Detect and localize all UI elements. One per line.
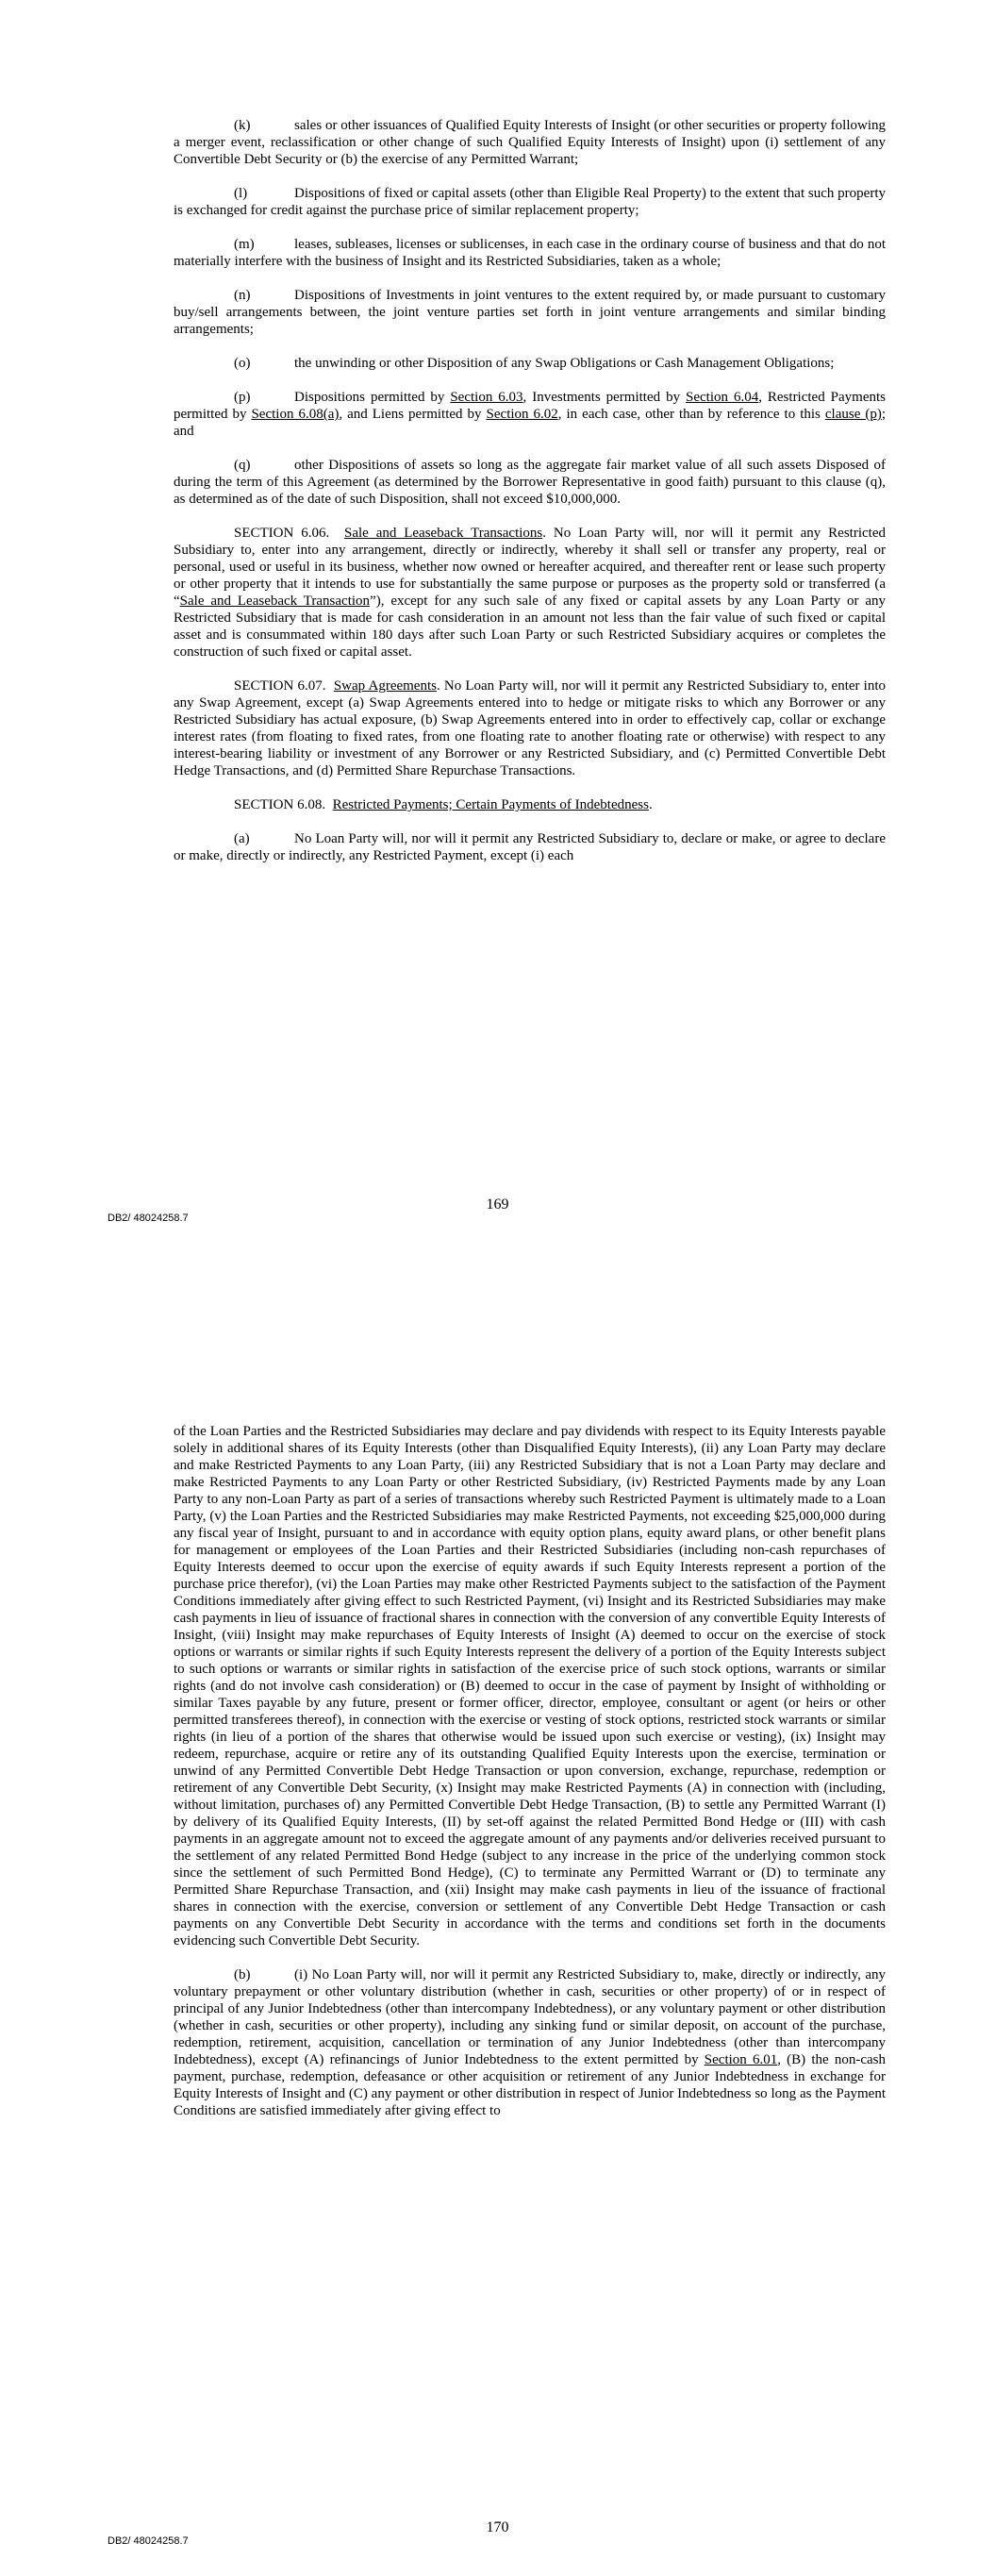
page-body — [174, 117, 886, 881]
page-169 — [0, 0, 995, 1236]
page-body — [174, 1423, 886, 2136]
clause-label: (b) — [234, 1967, 251, 1982]
section-heading: Sale and Leaseback Transactions — [343, 526, 543, 541]
clause-label: (m) — [234, 237, 255, 252]
clause-m — [174, 236, 886, 270]
clause-label: (l) — [234, 186, 248, 201]
defined-term: Sale and Leaseback Transaction — [179, 594, 371, 609]
section-text: . — [648, 797, 653, 812]
clause-n — [174, 287, 886, 338]
clause-6-08-a — [174, 830, 886, 864]
clause-text: other Dispositions of assets so long as the aggregate fair market value of all such assets Disposed of during the term of this Agreement (as determined by the Borrower Representative in good faith) pursuant to this clause (q), as determined as of the date of such Disposition, shall not exceed $10,000,000. — [174, 458, 886, 507]
clause-text: No Loan Party will, nor will it permit any Restricted Subsidiary to, declare or make, or agree to declare or make, directly or indirectly, any Restricted Payment, except (i) each — [174, 831, 886, 863]
clause-o — [174, 355, 886, 372]
clause-q — [174, 457, 886, 508]
document-id: DB2/ 48024258.7 — [108, 2535, 189, 2547]
section-text: . No Loan Party will, nor will it permit any Restricted Subsidiary to, enter into any arrangement, directly or indirectly, whereby it shall sell or transfer any property, real or personal, used or useful in its business, whether now owned or hereafter acquired, and thereafter rent or lease such property or other property that it intends to use for substantially the same purpose or purposes as the property sold or transferred (a “ — [174, 526, 886, 609]
section-6-08 — [174, 796, 886, 813]
section-number: SECTION 6.06. — [234, 526, 330, 541]
clause-l — [174, 185, 886, 219]
clause-reference: clause (p) — [824, 407, 882, 422]
section-reference: Section 6.01 — [704, 2052, 778, 2067]
page-number: 170 — [486, 2519, 509, 2535]
clause-text: , in each case, other than by reference to this — [557, 407, 825, 422]
section-heading: Swap Agreements — [333, 678, 437, 694]
clause-text: ; and — [174, 407, 887, 439]
clause-text: Dispositions permitted by — [294, 390, 451, 405]
page-170 — [0, 1415, 995, 2576]
section-reference: Section 6.08(a) — [251, 407, 340, 422]
clause-text: , Restricted Payments permitted by — [174, 390, 886, 422]
clause-label: (a) — [234, 831, 250, 846]
section-number: SECTION 6.08. — [234, 797, 326, 812]
clause-text: the unwinding or other Disposition of any Swap Obligations or Cash Management Obligations; — [294, 356, 835, 371]
clause-label: (o) — [234, 356, 251, 371]
clause-p — [174, 389, 886, 440]
clause-k — [174, 117, 886, 168]
clause-text: Dispositions of fixed or capital assets (other than Eligible Real Property) to the extent that such property is exchanged for credit against the purchase price of similar replacement property; — [174, 186, 886, 218]
clause-text: Dispositions of Investments in joint ventures to the extent required by, or made pursuant to customary buy/sell arrangements between, the joint venture parties set forth in joint venture arrangements and similar binding arrangements; — [174, 288, 886, 337]
section-reference: Section 6.04 — [686, 390, 759, 405]
clause-text: of the Loan Parties and the Restricted Subsidiaries may declare and pay dividends with respect to its Equity Interests payable solely in additional shares of its Equity Interests (other than Disqualified Equity Interests), (ii) any Loan Party may declare and make Restricted Payments to any Loan Party, (iii) any Restricted Subsidiary that is not a Loan Party may declare and make Restricted Payments to any Loan Party or other Restricted Subsidiary, (iv) Restricted Payments made by any Loan Party to any non-Loan Party as part of a series of transactions whereby such Restricted Payment is ultimately made to a Loan Party, (v) the Loan Parties and the Restricted Subsidiaries may make Restricted Payments, not exceeding $25,000,000 during any fiscal year of Insight, pursuant to and in accordance with equity option plans, equity award plans, or other benefit plans for management or employees of the Loan Parties and their Restricted Subsidiaries (including non-cash repurchases of Equity Interests deemed to occur upon the exercise of equity awards if such Equity Interests represent a portion of the purchase price therefor), (vi) the Loan Parties may make other Restricted Payments subject to the satisfaction of the Payment Conditions immediately after giving effect to such Restricted Payment, (vi) Insight and its Restricted Subsidiaries may make cash payments in lieu of issuance of fractional shares in connection with the conversion of any convertible Equity Interests of Insight, (viii) Insight may make repurchases of Equity Interests of Insight (A) deemed to occur on the exercise of stock options or warrants or similar rights if such Equity Interests represent the delivery of a portion of the Equity Interests subject to such options or warrants or similar rights in satisfaction of the exercise price of such stock options, warrants or similar rights (and do not involve cash consideration) or (B) deemed to occur in the case of payment by Insight of withholding or similar Taxes payable by any future, present or former officer, director, employee, consultant or agent (or heirs or other permitted transferees thereof), in connection with the exercise or vesting of stock options, restricted stock warrants or similar rights (in lieu of a portion of the shares that otherwise would be issued upon such exercise or vesting), (ix) Insight may redeem, repurchase, acquire or retire any of its outstanding Qualified Equity Interests upon the exercise, termination or unwind of any Permitted Convertible Debt Hedge Transaction or upon conversion, exchange, repurchase, redemption or retirement of any Convertible Debt Security, (x) Insight may make Restricted Payments (A) in connection with (including, without limitation, purchases of) any Permitted Convertible Debt Hedge Transaction, (B) to settle any Permitted Warrant (I) by delivery of its Qualified Equity Interests, (II) by set-off against the related Permitted Bond Hedge or (III) with cash payments in an aggregate amount not to exceed the aggregate amount of any payments and/or deliveries received pursuant to the settlement of any related Permitted Bond Hedge (subject to any increase in the price of the underlying common stock since the settlement of such Permitted Bond Hedge), (C) to terminate any Permitted Warrant or (D) to terminate any Permitted Share Repurchase Transaction, and (xii) Insight may make cash payments in lieu of the issuance of fractional shares in connection with the exercise, conversion or settlement of any Convertible Debt Hedge Transaction or cash payments on any Convertible Debt Security in accordance with the terms and conditions set forth in the documents evidencing such Convertible Debt Security. — [174, 1424, 886, 1949]
section-reference: Section 6.03 — [450, 390, 523, 405]
clause-6-08-a-continued — [174, 1423, 886, 1949]
section-reference: Section 6.02 — [486, 407, 558, 422]
section-6-07 — [174, 677, 886, 779]
clause-6-08-b — [174, 1966, 886, 2119]
section-text: . No Loan Party will, nor will it permit any Restricted Subsidiary to, enter into any Swap Agreement, except (a) Swap Agreements entered into to hedge or mitigate risks to which any Borrower or any Restricted Subsidiary has actual exposure, (b) Swap Agreements entered into in order to effectively cap, collar or exchange interest rates (from floating to fixed rates, from one floating rate to another floating rate or otherwise) with respect to any interest-bearing liability or investment of any Borrower or any Restricted Subsidiary, and (c) Permitted Convertible Debt Hedge Transactions, and (d) Permitted Share Repurchase Transactions. — [174, 678, 887, 778]
clause-label: (n) — [234, 288, 251, 303]
section-number: SECTION 6.07. — [234, 678, 326, 694]
document-id: DB2/ 48024258.7 — [108, 1213, 189, 1224]
clause-text: sales or other issuances of Qualified Equity Interests of Insight (or other securities or property following a merger event, reclassification or other change of such Qualified Equity Interests of Insight) upon (i) settlement of any Convertible Debt Security or (b) the exercise of any Permitted Warrant; — [174, 118, 886, 167]
clause-label: (k) — [234, 118, 251, 133]
clause-label: (q) — [234, 458, 251, 473]
page-number: 169 — [486, 1196, 509, 1213]
clause-text: leases, subleases, licenses or sublicenses, in each case in the ordinary course of business and that do not materially interfere with the business of Insight and its Restricted Subsidiaries, taken as a whole; — [174, 237, 886, 269]
section-text: ”), except for any such sale of any fixed or capital assets by any Loan Party or any Restricted Subsidiary that is made for cash consideration in an amount not less than the fair value of such fixed or capital asset and is consummated within 180 days after such Loan Party or such Restricted Subsidiary acquires or completes the construction of such fixed or capital asset. — [174, 594, 886, 660]
clause-label: (p) — [234, 390, 251, 405]
clause-text: , (B) the non-cash payment, purchase, redemption, defeasance or other acquisition or retirement of any Junior Indebtedness in exchange for Equity Interests of Insight and (C) any payment or other distribution in respect of Junior Indebtedness so long as the Payment Conditions are satisfied immediately after giving effect to — [174, 2052, 887, 2118]
clause-text: (i) No Loan Party will, nor will it permit any Restricted Subsidiary to, make, directly or indirectly, any voluntary prepayment or other voluntary distribution (whether in cash, securities or other property) of or in respect of principal of any Junior Indebtedness (other than intercompany Indebtedness), or any voluntary payment or other distribution (whether in cash, securities or other property), including any sinking fund or similar deposit, on account of the purchase, redemption, retirement, acquisition, cancellation or termination of any Junior Indebtedness (other than intercompany Indebtedness), except (A) refinancings of Junior Indebtedness to the extent permitted by — [174, 1967, 886, 2067]
clause-text: , Investments permitted by — [522, 390, 687, 405]
section-6-06 — [174, 525, 886, 661]
section-heading: Restricted Payments; Certain Payments of Indebtedness — [332, 797, 649, 812]
clause-text: , and Liens permitted by — [339, 407, 487, 422]
